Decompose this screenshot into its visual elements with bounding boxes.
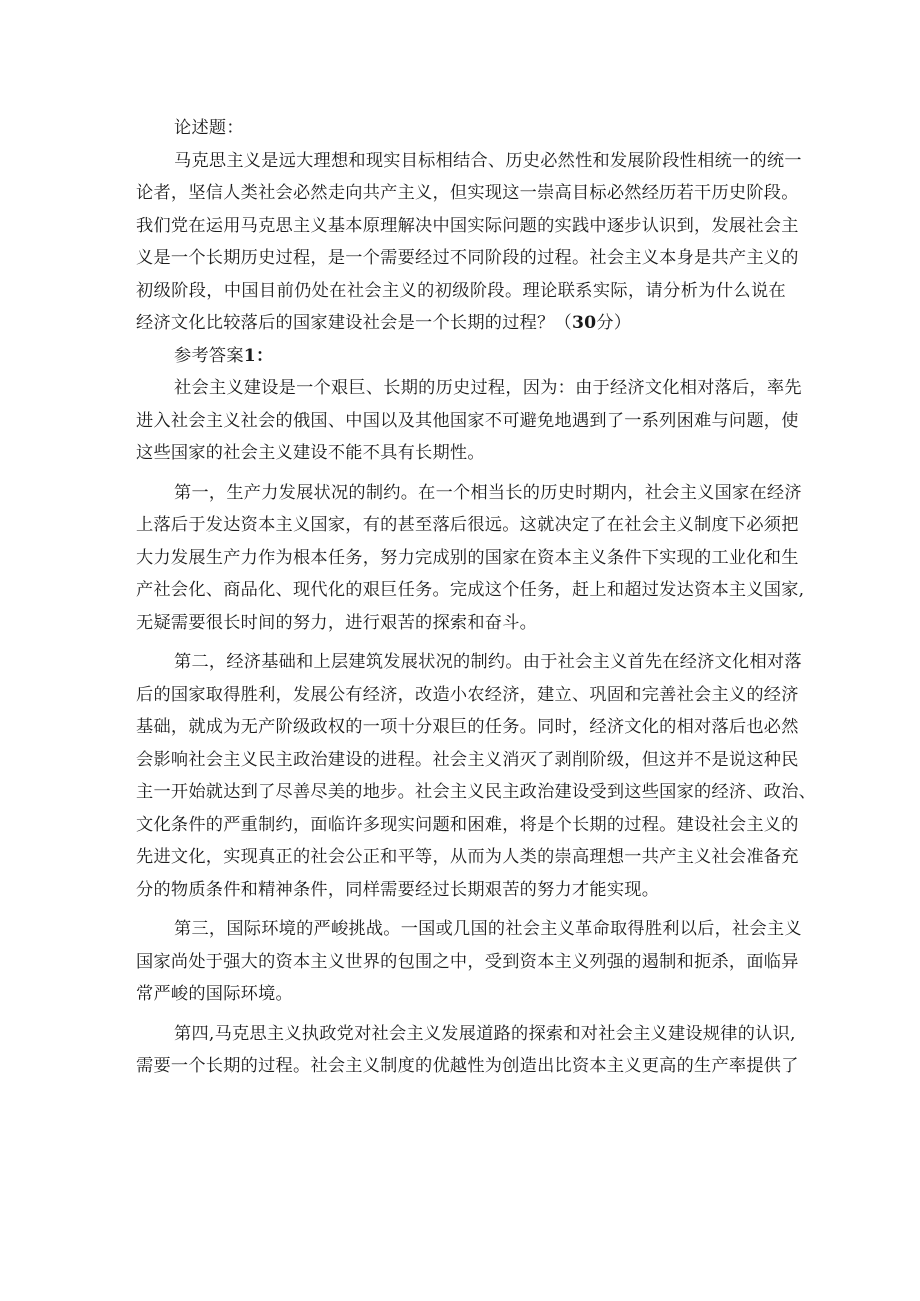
text-line: 马克思主义是远大理想和现实目标相结合、历史必然性和发展阶段性相统一的统一 bbox=[174, 150, 802, 171]
text-line: 论者，坚信人类社会必然走向共产主义，但实现这一崇高目标必然经历若干历史阶段。 bbox=[136, 183, 799, 203]
text-line: 我们党在运用马克思主义基本原理解决中国实际问题的实践中逐步认识到，发展社会主 bbox=[136, 215, 799, 236]
answer-heading bbox=[136, 340, 786, 373]
text-line: 上落后于发达资本主义国家，有的甚至落后很远。这就决定了在社会主义制度下必须把 bbox=[136, 515, 799, 535]
text-line: 第三，国际环境的严峻挑战。一国或几国的社会主义革命取得胜利以后，社会主义 bbox=[174, 919, 802, 939]
text-line: 初级阶段，中国目前仍处在社会主义的初级阶段。理论联系实际，请分析为什么说在 bbox=[136, 280, 786, 301]
answer-label: 参考答案 bbox=[174, 345, 244, 366]
text-line: 国家尚处于强大的资本主义世界的包围之中，受到资本主义列强的遏制和扼杀，面临异 bbox=[136, 951, 799, 972]
text-line: 常严峻的国际环境。 bbox=[136, 984, 293, 1004]
text-line: 这些国家的社会主义建设不能不具有长期性。 bbox=[136, 443, 485, 463]
text-line: 第四,马克思主义执政党对社会主义发展道路的探索和对社会主义建设规律的认识, bbox=[174, 1023, 796, 1044]
point-one-paragraph bbox=[136, 477, 805, 640]
point-three-paragraph bbox=[136, 913, 802, 1011]
point-two-paragraph bbox=[136, 646, 817, 906]
document-body bbox=[136, 112, 817, 1083]
section-heading: 论述题： bbox=[174, 118, 244, 138]
text-line: 进入社会主义社会的俄国、中国以及其他国家不可避免地遇到了一系列困难与问题，使 bbox=[136, 410, 799, 431]
answer-number: 1： bbox=[243, 345, 274, 366]
score-value: 30 bbox=[571, 313, 597, 333]
point-four-paragraph bbox=[136, 1018, 799, 1083]
text-line: 社会主义建设是一个艰巨、长期的历史过程，因为：由于经济文化相对落后，率先 bbox=[174, 378, 802, 398]
text-line: 主一开始就达到了尽善尽美的地步。社会主义民主政治建设受到这些国家的经济、政治、 bbox=[136, 782, 817, 802]
text-line: 基础，就成为无产阶级政权的一项十分艰巨的任务。同时，经济文化的相对落后也必然 bbox=[136, 717, 799, 737]
text-line: 会影响社会主义民主政治建设的进程。社会主义消灭了剥削阶级，但这并不是说这种民 bbox=[136, 749, 799, 770]
score-unit: 分） bbox=[596, 313, 632, 333]
text-line: 产社会化、商品化、现代化的艰巨任务。完成这个任务，赶上和超过发达资本主义国家, bbox=[136, 580, 805, 600]
text-line: 文化条件的严重制约，面临许多现实问题和困难，将是个长期的过程。建设社会主义的 bbox=[136, 814, 799, 835]
text-line: 后的国家取得胜利，发展公有经济，改造小农经济，建立、巩固和完善社会主义的经济 bbox=[136, 684, 799, 705]
text-line: 第一，生产力发展状况的制约。在一个相当长的历史时期内，社会主义国家在经济 bbox=[174, 482, 802, 503]
question-paragraph bbox=[136, 145, 802, 340]
text-line: 需要一个长期的过程。社会主义制度的优越性为创造出比资本主义更高的生产率提供了 bbox=[136, 1056, 799, 1076]
text-line: 分的物质条件和精神条件，同样需要经过长期艰苦的努力才能实现。 bbox=[136, 879, 660, 900]
text-line: 第二，经济基础和上层建筑发展状况的制约。由于社会主义首先在经济文化相对落 bbox=[174, 652, 802, 672]
text-line: 无疑需要很长时间的努力，进行艰苦的探索和奋斗。 bbox=[136, 612, 538, 633]
question-text: 经济文化比较落后的国家建设社会是一个长期的过程？（ bbox=[136, 313, 572, 333]
text-line: 大力发展生产力作为根本任务，努力完成别的国家在资本主义条件下实现的工业化和生 bbox=[136, 547, 799, 568]
intro-paragraph bbox=[136, 372, 802, 470]
text-line bbox=[136, 307, 786, 340]
text-line: 义是一个长期历史过程，是一个需要经过不同阶段的过程。社会主义本身是共产主义的 bbox=[136, 248, 799, 268]
text-line: 先进文化，实现真正的社会公正和平等，从而为人类的崇高理想一共产主义社会准备充 bbox=[136, 847, 799, 867]
